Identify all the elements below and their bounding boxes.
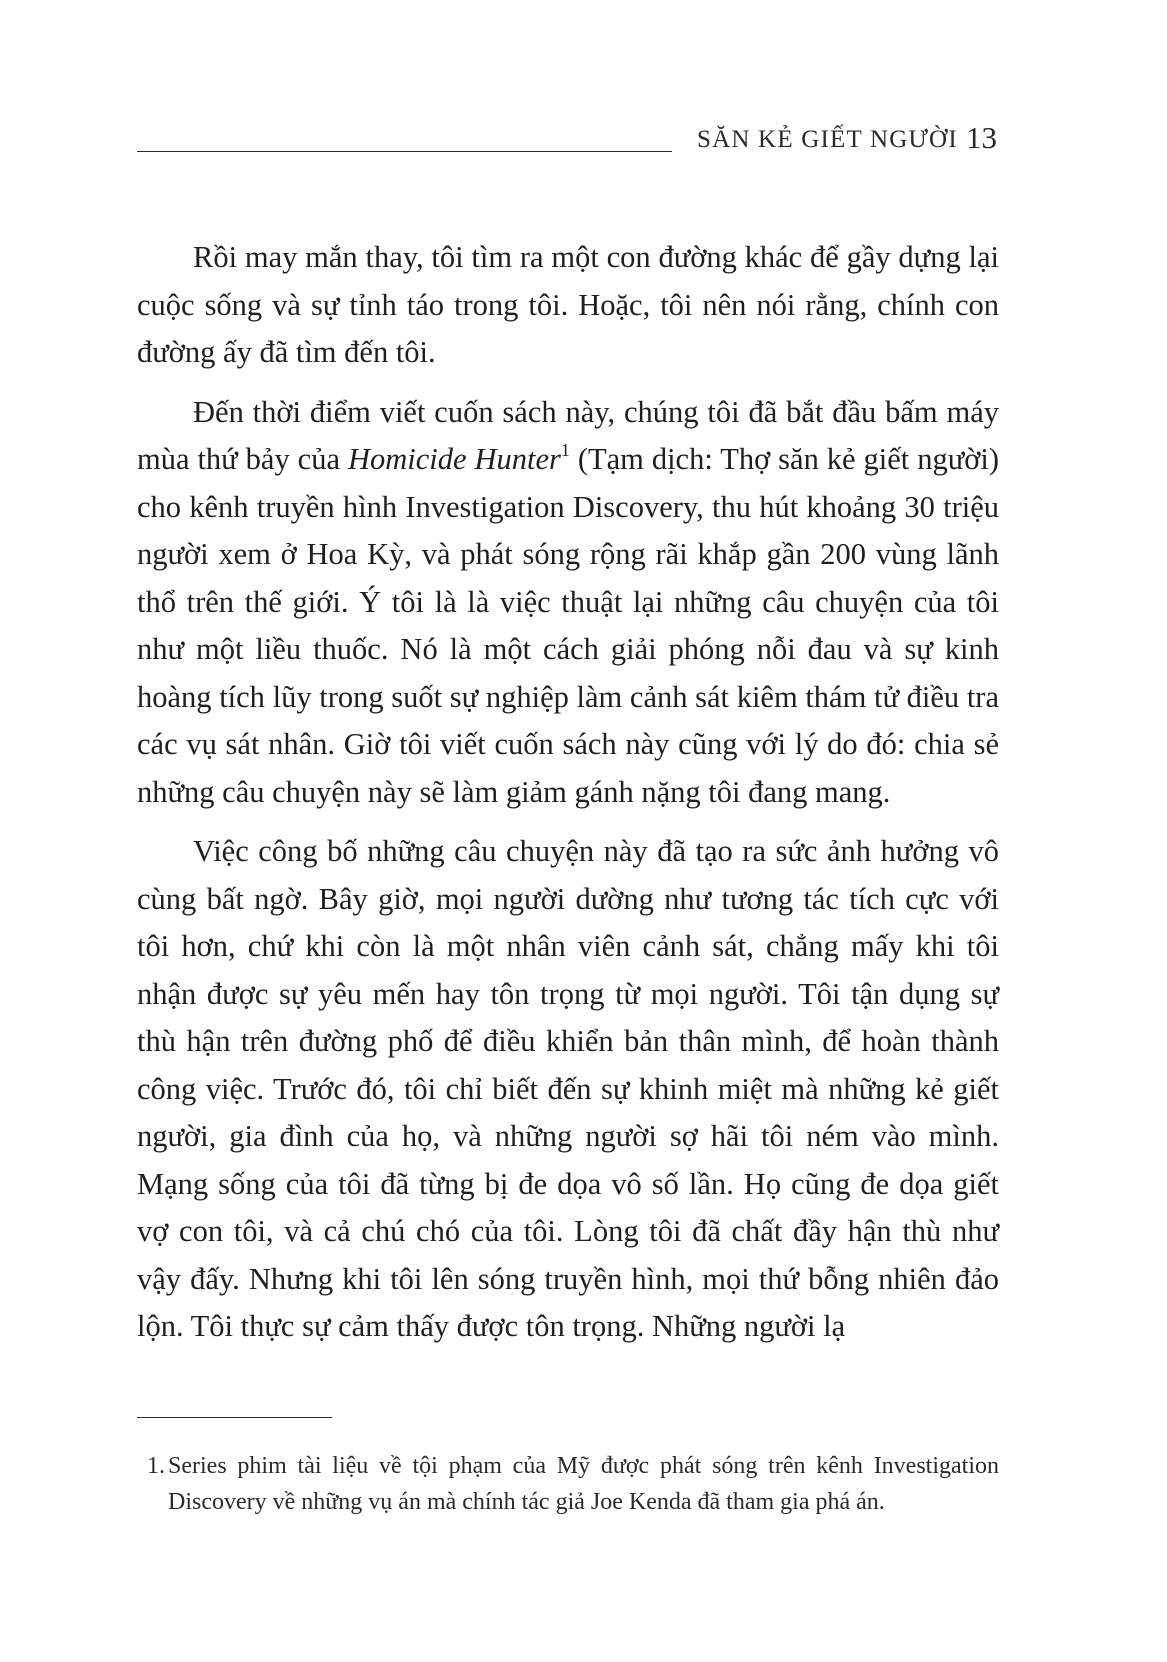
show-title: Homicide Hunter (347, 442, 561, 476)
footnote-number: 1. (147, 1453, 165, 1479)
page-number: 13 (966, 120, 997, 155)
footnote-rule (137, 1417, 332, 1418)
paragraph-3: Việc công bố những câu chuyện này đã tạo ra sức ảnh hưởng vô cùng bất ngờ. Bây giờ, mọi người dường như tương tác tích cực với tôi hơn, chứ khi còn là một nhân viên cảnh sát, chẳng mấy khi tôi nhận được sự yêu mến hay tôn trọng từ mọi người. Tôi tận dụng sự thù hận trên đường phố để điều khiển bản thân mình, để hoàn thành công việc. Trước đó, tôi chỉ biết đến sự khinh miệt mà những kẻ giết người, gia đình của họ, và những người sợ hãi tôi ném vào mình. Mạng sống của tôi đã từng bị đe dọa vô số lần. Họ cũng đe dọa giết vợ con tôi, và cả chú chó của tôi. Lòng tôi đã chất đầy hận thù như vậy đấy. Nhưng khi tôi lên sóng truyền hình, mọi thứ bỗng nhiên đảo lộn. Tôi thực sự cảm thấy được tôn trọng. Những người lạ (137, 834, 999, 1343)
paragraph-2 (137, 389, 999, 817)
footnote-text: Series phim tài liệu về tội phạm của Mỹ được phát sóng trên kênh Investigation Discovery về những vụ án mà chính tác giả Joe Kenda đã tham gia phá án. (168, 1453, 999, 1515)
running-title: SĂN KẺ GIẾT NGƯỜI (697, 126, 958, 153)
footnote-reference: 1 (560, 440, 570, 460)
footnote (137, 1448, 999, 1520)
header-rule (137, 151, 672, 152)
body-text (137, 234, 999, 1363)
running-header (137, 118, 999, 166)
paragraph-2-text-before: Đến thời điểm viết cuốn sách này, chúng tôi đã bắt đầu bấm máy mùa thứ bảy của (137, 394, 999, 476)
paragraph-1: Rồi may mắn thay, tôi tìm ra một con đường khác để gầy dựng lại cuộc sống và sự tỉnh táo trong tôi. Hoặc, tôi nên nói rằng, chính con đường ấy đã tìm đến tôi. (137, 240, 999, 369)
paragraph-2-text-after: (Tạm dịch: Thợ săn kẻ giết người) cho kênh truyền hình Investigation Discovery, thu hút khoảng 30 triệu người xem ở Hoa Kỳ, và phát sóng rộng rãi khắp gần 200 vùng lãnh thổ trên thế giới. Ý tôi là là việc thuật lại những câu chuyện của tôi như một liều thuốc. Nó là một cách giải phóng nỗi đau và sự kinh hoàng tích lũy trong suốt sự nghiệp làm cảnh sát kiêm thám tử điều tra các vụ sát nhân. Giờ tôi viết cuốn sách này cũng với lý do đó: chia sẻ những câu chuyện này sẽ làm giảm gánh nặng tôi đang mang. (137, 442, 999, 809)
